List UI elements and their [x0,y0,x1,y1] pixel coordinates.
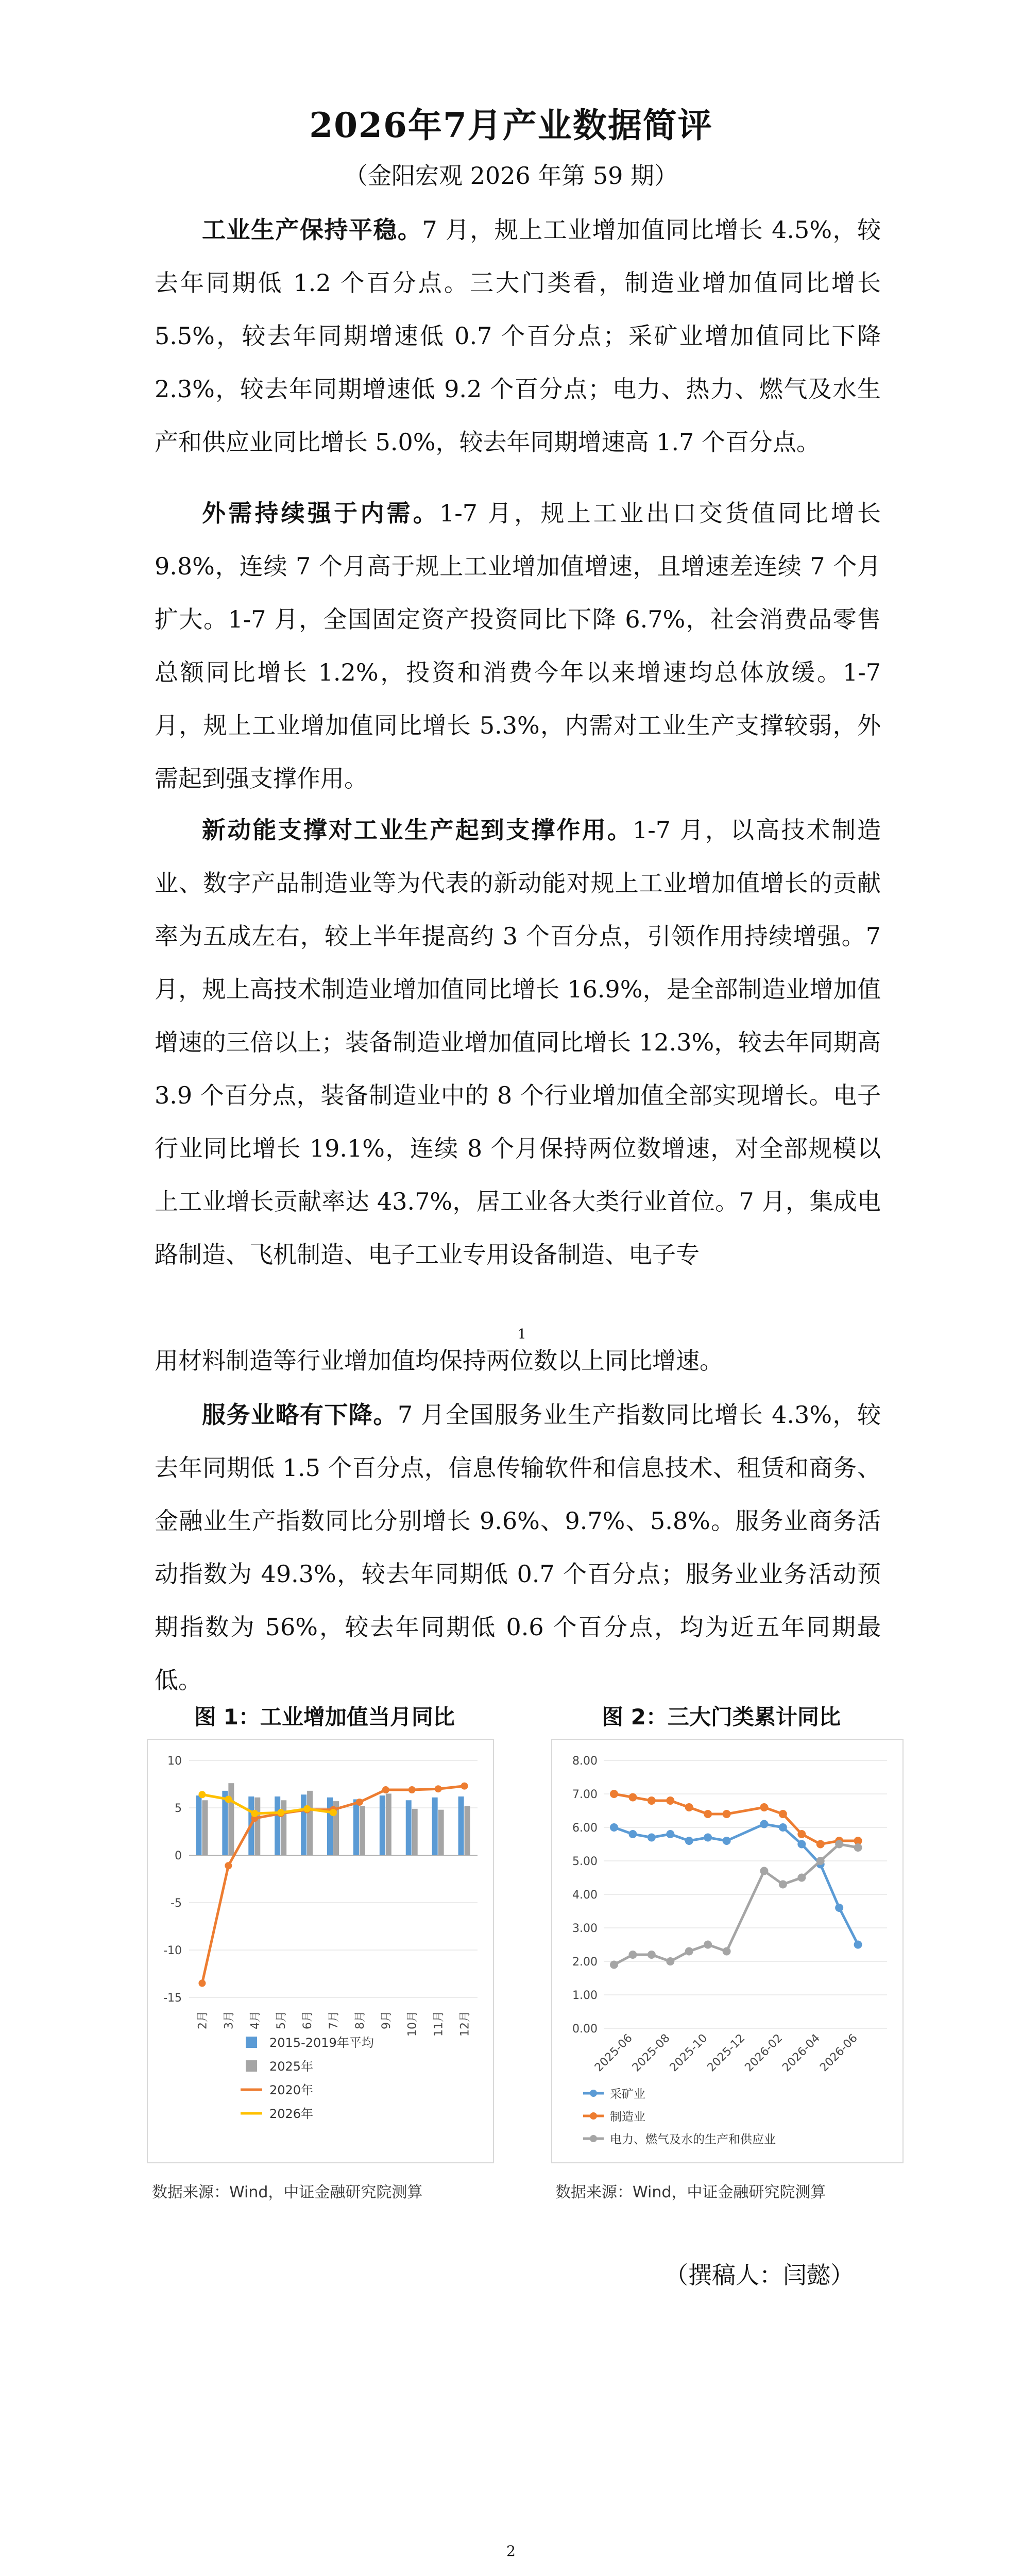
y-tick-label: 5.00 [572,1855,598,1868]
figure-2-chart [551,1739,904,2163]
x-tick-label: 5月 [275,2011,288,2029]
legend-label: 2025年 [269,2059,314,2074]
series-point [760,1867,768,1875]
series-point [610,1790,618,1798]
series-point [760,1803,768,1811]
series-point [797,1874,806,1882]
series-point [835,1904,843,1912]
y-tick-label: 6.00 [572,1822,598,1835]
series-point [356,1799,363,1806]
paragraph-text: 7 月全国服务业生产指数同比增长 4.3%，较去年同期低 1.5 个百分点，信息传输软件和信息技术、租赁和商务、金融业生产指数同比分别增长 9.6%、9.7%、5.8%。服务业商务活动指数为 49.3%，较去年同期低 0.7 个百分点；服务业业务活动预期指数为 56%，较去年同期低 0.6 个百分点，均为近五年同期最低。 [155,1401,881,1694]
series-point [704,1810,712,1818]
paragraph-new-momentum-continued [155,1334,881,1387]
series-point [666,1957,674,1965]
x-tick-label: 2026-04 [780,2031,823,2075]
series-point [760,1820,768,1828]
series-point [779,1823,787,1832]
series-point [277,1809,284,1816]
series-point [610,1823,618,1832]
bar [360,1806,365,1855]
x-tick-label: 2025-06 [592,2031,635,2075]
x-tick-label: 3月 [223,2011,236,2029]
y-tick-label: 7.00 [572,1788,598,1801]
series-line [202,1794,333,1814]
series-point [816,1840,825,1849]
paragraph-heading: 工业生产保持平稳。 [202,216,422,244]
x-tick-label: 2026-06 [817,2031,860,2075]
series-point [435,1785,442,1792]
series-point [854,1843,862,1852]
legend-label: 电力、燃气及水的生产和供应业 [610,2133,776,2146]
bar [412,1809,418,1855]
series-point [685,1803,693,1811]
y-tick-label: -10 [163,1944,182,1957]
series-point [797,1840,806,1849]
x-tick-label: 2025-12 [705,2031,748,2075]
series-point [779,1810,787,1818]
y-tick-label: 8.00 [572,1755,598,1768]
figure-1-source: 数据来源：Wind，中证金融研究院测算 [152,2183,423,2201]
legend-swatch-marker [590,2112,597,2120]
series-point [198,1979,206,1987]
y-tick-label: 0.00 [572,2023,598,2036]
series-point [685,1947,693,1956]
series-point [408,1786,416,1793]
series-point [816,1857,825,1865]
figure-2-title: 图 2：三大门类累计同比 [602,1704,841,1730]
legend-label: 2015-2019年平均 [269,2036,374,2050]
bar [465,1806,470,1855]
y-tick-label: 4.00 [572,1889,598,1902]
bar [458,1797,464,1855]
bar [438,1810,444,1855]
x-tick-label: 9月 [380,2011,393,2029]
bar [275,1797,280,1855]
y-tick-label: 5 [175,1802,182,1815]
legend-swatch-marker [590,2135,597,2142]
bar [281,1800,286,1855]
bar [327,1798,333,1855]
bar [228,1783,234,1855]
y-tick-label: 1.00 [572,1989,598,2002]
legend-swatch [246,2037,257,2048]
series-point [628,1951,637,1959]
figure-2-source: 数据来源：Wind，中证金融研究院测算 [555,2183,826,2201]
series-point [797,1830,806,1838]
paragraph-heading: 外需持续强于内需。 [202,499,439,527]
series-point [251,1810,258,1817]
paragraph-heading: 新动能支撑对工业生产起到支撑作用。 [202,816,633,844]
series-point [461,1783,468,1790]
bar [254,1798,260,1855]
series-point [704,1834,712,1842]
x-tick-label: 4月 [249,2011,262,2029]
legend-label: 制造业 [610,2110,645,2124]
paragraph-new-momentum [155,804,881,1281]
series-point [198,1791,206,1798]
paragraph-industrial-production [155,204,881,469]
x-tick-label: 2月 [196,2011,210,2029]
legend-label: 2026年 [269,2107,314,2121]
series-point [704,1941,712,1949]
bar [301,1794,306,1855]
series-point [723,1837,731,1845]
series-point [685,1837,693,1845]
x-tick-label: 12月 [458,2011,472,2037]
series-point [779,1880,787,1889]
author-credit: （撰稿人：闫懿） [665,2261,854,2289]
x-tick-label: 11月 [432,2011,446,2037]
x-tick-label: 7月 [328,2011,340,2029]
x-tick-label: 6月 [301,2011,315,2029]
paragraph-text: 7 月，规上工业增加值同比增长 4.5%，较去年同期低 1.2 个百分点。三大门类看，制造业增加值同比增长 5.5%，较去年同期增速低 0.7 个百分点；采矿业增加值同比下降 2.3%，较去年同期增速低 9.2 个百分点；电力、热力、燃气及水生产和供应业同比增长 5.0%，较去年同期增速高 1.7 个百分点。 [155,216,881,456]
y-tick-label: -5 [171,1897,182,1910]
series-point [628,1793,637,1802]
series-point [648,1951,656,1959]
figure-1-svg [148,1740,493,2162]
x-tick-label: 2025-10 [667,2031,710,2075]
series-point [723,1810,731,1818]
x-tick-label: 8月 [353,2011,367,2029]
bar [386,1793,391,1855]
paragraph-heading: 服务业略有下降。 [202,1401,398,1429]
figure-1-chart [147,1739,494,2163]
paragraph-text: 1-7 月，规上工业出口交货值同比增长 9.8%，连续 7 个月高于规上工业增加值增速，且增速差连续 7 个月扩大。1-7 月，全国固定资产投资同比下降 6.7%，社会消费品零售总额同比增长 1.2%，投资和消费今年以来增速均总体放缓。1-7 月，规上工业增加值同比增长 5.3%，内需对工业生产支撑较弱，外需起到强支撑作用。 [155,499,881,792]
series-point [303,1805,311,1812]
series-point [382,1786,389,1793]
bar [196,1795,201,1855]
series-point [648,1834,656,1842]
legend-label: 2020年 [269,2083,314,2097]
bar [202,1800,208,1855]
bar [380,1795,385,1855]
footnote-mark: 1 [518,1327,526,1342]
y-tick-label: 10 [167,1755,182,1768]
series-point [225,1862,232,1869]
series-point [835,1840,843,1849]
bar [432,1798,438,1855]
paragraph-external-demand [155,487,881,805]
x-tick-label: 2026-02 [742,2031,786,2075]
legend-label: 采矿业 [610,2088,645,2101]
paragraph-services [155,1388,881,1707]
series-point [666,1797,674,1805]
figure-2-svg [552,1740,902,2162]
x-tick-label: 10月 [406,2011,419,2037]
y-tick-label: 2.00 [572,1956,598,1969]
series-point [666,1830,674,1838]
series-point [854,1941,862,1949]
series-point [723,1947,731,1956]
x-tick-label: 2025-08 [629,2031,673,2075]
document-subtitle: （金阳宏观 2026 年第 59 期） [344,162,678,190]
page-number: 2 [506,2543,516,2560]
y-tick-label: -15 [163,1992,182,2005]
bar [406,1800,412,1855]
series-point [330,1809,337,1816]
y-tick-label: 3.00 [572,1922,598,1935]
paragraph-text: 1-7 月，以高技术制造业、数字产品制造业等为代表的新动能对规上工业增加值增长的贡献率为五成左右，较上半年提高约 3 个百分点，引领作用持续增强。7 月，规上高技术制造业增加值同比增长 16.9%，是全部制造业增加值增速的三倍以上；装备制造业增加值同比增长 12.3%，较去年同期高 3.9 个百分点，装备制造业中的 8 个行业增加值全部实现增长。电子行业同比增长 19.1%，连续 8 个月保持两位数增速，对全部规模以上工业增长贡献率达 43.7%，居工业各大类行业首位。7 月，集成电路制造、飞机制造、电子工业专用设备制造、电子专 [155,816,881,1268]
y-tick-label: 0 [175,1850,182,1862]
bar [353,1799,359,1855]
series-point [648,1797,656,1805]
series-point [628,1830,637,1838]
series-point [610,1961,618,1969]
series-point [225,1795,232,1803]
bar [307,1791,313,1855]
document-title: 2026年7月产业数据简评 [309,105,713,145]
legend-swatch-marker [590,2090,597,2097]
paragraph-text: 用材料制造等行业增加值均保持两位数以上同比增速。 [155,1347,723,1375]
legend-swatch [246,2060,257,2072]
figure-1-title: 图 1：工业增加值当月同比 [194,1704,455,1730]
